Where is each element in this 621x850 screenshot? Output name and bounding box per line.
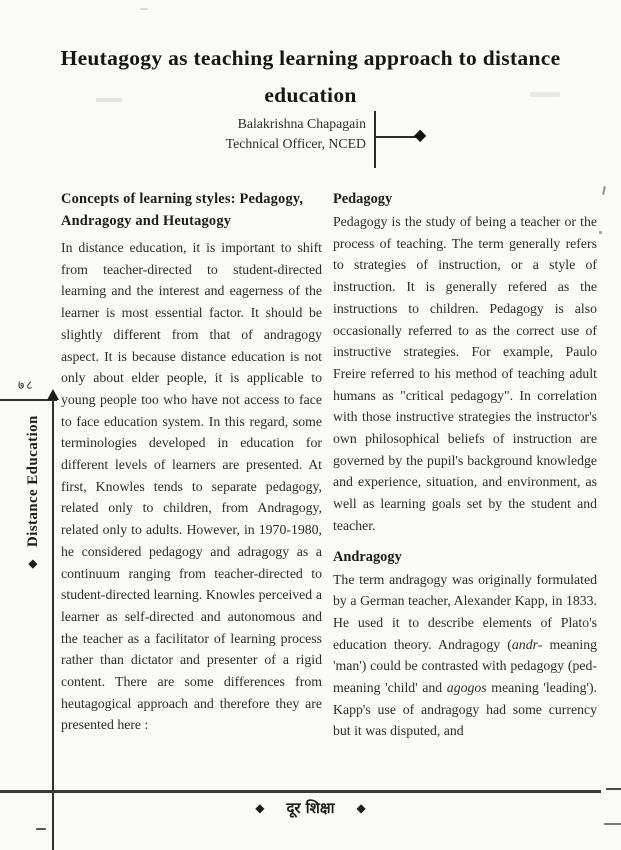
arrowhead-up-icon bbox=[47, 389, 59, 400]
scan-artifact bbox=[602, 186, 606, 195]
right-column bbox=[333, 188, 597, 742]
sidebar-journal-label: Distance Education bbox=[25, 415, 41, 548]
scan-artifact bbox=[599, 231, 602, 234]
scan-artifact bbox=[530, 92, 560, 97]
scan-artifact bbox=[36, 828, 46, 830]
scan-artifact bbox=[606, 788, 621, 790]
scan-artifact bbox=[604, 823, 621, 825]
page-title-line-2: education bbox=[264, 83, 357, 107]
diamond-icon: ◆ bbox=[414, 125, 427, 144]
author-vertical-rule bbox=[374, 111, 376, 168]
diamond-icon: ◆ bbox=[255, 801, 265, 815]
footer-journal-title: दूर शिक्षा bbox=[286, 799, 335, 817]
diamond-icon: ◆ bbox=[25, 559, 39, 569]
left-heading-line-1: Concepts of learning styles: Pedagogy, bbox=[61, 191, 304, 207]
scan-artifact bbox=[140, 8, 148, 10]
diamond-icon: ◆ bbox=[356, 801, 366, 815]
author-block bbox=[140, 114, 366, 153]
pedagogy-heading: Pedagogy bbox=[333, 191, 393, 207]
footer-rule bbox=[0, 790, 601, 793]
footer-caption bbox=[0, 798, 621, 818]
andragogy-heading: Andragogy bbox=[333, 548, 402, 565]
left-column-paragraph: In distance education, it is important to shift from teacher-directed to student-directed learning and the interest and eagerness of the learner is most essential factor. It should be slightly different from that of andragogy aspect. It is because distance education is not only about elder people, it is applicable to young people too who have not access to face to face education system. In this regard, some terminologies developed in education for different levels of learners are presented. At first, Knowles tends to separate pedagogy, related only to children, from Andragogy, related only to adults. However, in 1970-1980, he considered pedagogy and adragogy as a continuum ranging from teacher-directed to student-directed learning. Knowles perceived a learner as self-directed and autonomous and the teacher as a facilitator of learning process rather than dictator and presenter of a rigid content. There are some differences from heutagogical approach and therefore they are presented here : bbox=[61, 240, 322, 733]
page-title-line-1: Heutagogy as teaching learning approach to distance bbox=[60, 46, 561, 70]
andragogy-paragraph: The term andragogy was originally formulated by a German teacher, Alexander Kapp, in 1833. He used it to describe elements of Plato's education theory. Andragogy (andr- meaning 'man') could be contrasted with pedagogy (ped- meaning 'child' and agogos meaning 'leading'). Kapp's use of andragogy had some currency but it was disputed, and bbox=[333, 571, 598, 739]
author-role: Technical Officer, NCED bbox=[225, 135, 366, 151]
scan-artifact bbox=[96, 98, 122, 102]
sidebar-journal-name bbox=[25, 406, 47, 578]
left-column bbox=[61, 188, 322, 736]
author-name: Balakrishna Chapagain bbox=[237, 116, 366, 131]
page-title bbox=[0, 40, 621, 114]
pedagogy-paragraph: Pedagogy is the study of being a teacher or the process of teaching. The term generally refers to strategies of instruction, or a style of instruction. It is generally refered as the instructions to children. Pedagogy is also occasionally referred to as the correct use of instructive strategies. For example, Paulo Freire referred to his method of teaching adult humans as "critical pedagogy". In correlation with those instructive strategies the instructor's own philosophical beliefs of instruction are governed by the pupil's background knowledge and experience, situation, and environment, as well as learning goals set by the student and teacher. bbox=[333, 214, 597, 533]
left-column-heading bbox=[61, 188, 322, 232]
page-number: ७८ bbox=[18, 378, 35, 392]
left-heading-line-2: Andragogy and Heutagogy bbox=[61, 213, 232, 229]
sidebar-vertical-rule bbox=[52, 397, 54, 850]
